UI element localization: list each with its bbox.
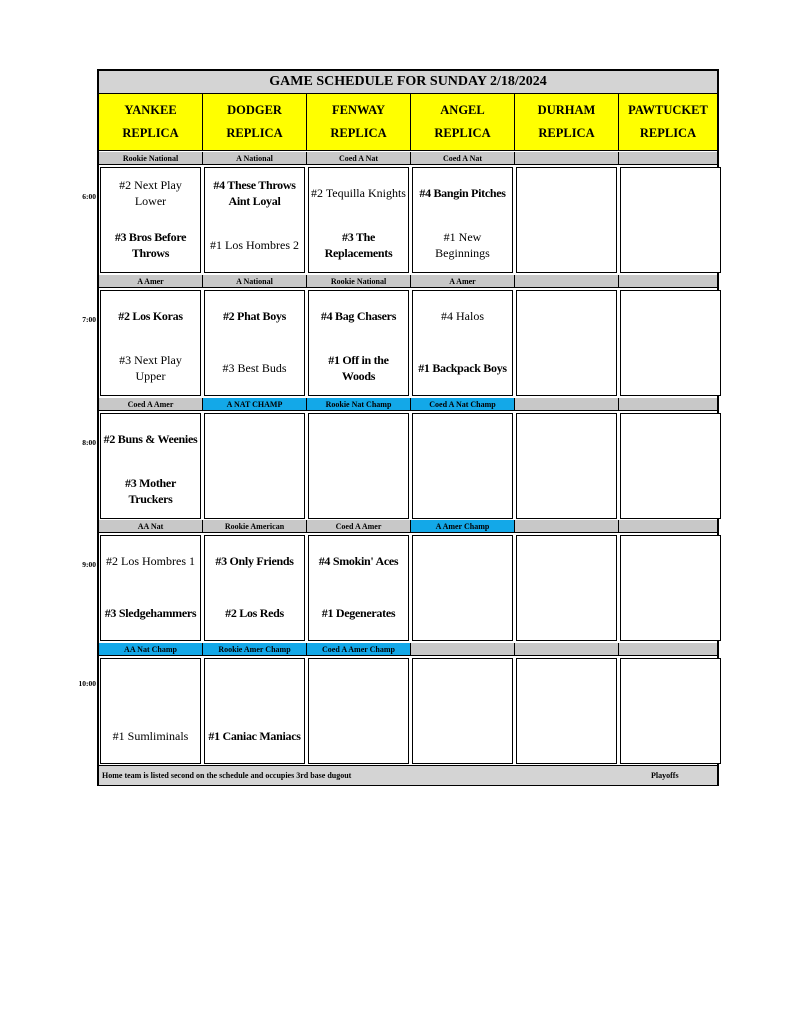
team-home [415,719,510,753]
team-away: #2 Next Play Lower [119,178,182,208]
division-label [619,520,717,533]
team-home: #3 Next Play Upper [119,353,182,383]
field-sub: REPLICA [434,126,491,140]
division-label: Rookie National [99,152,203,165]
team-home: #3 Best Buds [222,361,287,375]
game-cell [516,658,617,764]
team-away [415,667,510,701]
game-cell [308,535,409,641]
game-cell [100,658,201,764]
team-home: #1 New Beginnings [435,230,490,260]
team-away [311,422,406,456]
game-cell [516,535,617,641]
division-label [619,398,717,411]
game-cell [100,413,201,519]
game-cell [308,658,409,764]
field-sub: REPLICA [226,126,283,140]
game-cell [204,413,305,519]
field-header-durham [515,94,619,151]
game-cell [204,167,305,273]
division-label: A National [203,152,307,165]
game-cell [620,535,721,641]
team-home: #1 Backpack Boys [418,361,507,375]
team-away: #2 Phat Boys [222,309,287,323]
division-label [515,520,619,533]
team-away: #2 Los Koras [118,309,183,323]
team-away [519,176,614,210]
schedule-title: GAME SCHEDULE FOR SUNDAY 2/18/2024 [99,71,717,94]
division-label: A NAT CHAMP [203,398,307,411]
division-label [515,643,619,656]
team-home [623,596,718,630]
game-cell [308,167,409,273]
division-label [411,643,515,656]
team-home [519,228,614,262]
team-away [623,176,718,210]
game-cell [620,413,721,519]
game-cell [412,413,513,519]
division-label: Rookie Nat Champ [307,398,411,411]
game-cell [412,535,513,641]
division-label: A National [203,275,307,288]
team-away: #3 Only Friends [215,554,294,568]
team-home: #3 Bros Before Throws [114,230,187,260]
game-cell [516,413,617,519]
team-away: #2 Tequilla Knights [311,186,406,200]
game-cell [100,290,201,396]
team-home [311,474,406,508]
game-cell [204,658,305,764]
team-away: #4 Smokin' Aces [318,554,399,568]
team-home: #3 Sledgehammers [104,606,197,620]
field-header-dodger [203,94,307,151]
team-home: #2 Los Reds [225,606,284,620]
field-sub: REPLICA [639,126,697,140]
field-sub: REPLICA [330,126,387,140]
game-cell [620,290,721,396]
division-label [619,275,717,288]
field-header-fenway [307,94,411,151]
team-away: #4 Bangin Pitches [419,186,506,200]
team-away [207,667,302,701]
team-away: #4 These Throws Aint Loyal [213,178,296,208]
game-cell [516,167,617,273]
team-home [623,228,718,262]
team-home [623,719,718,753]
game-cell [620,167,721,273]
team-away [415,422,510,456]
team-home [519,351,614,385]
game-cell [308,413,409,519]
time-label: 6:00 [82,192,96,201]
team-home: #1 Degenerates [321,606,396,620]
division-label: Coed A Nat [307,152,411,165]
time-label: 7:00 [82,315,96,324]
field-name: ANGEL [440,103,485,117]
division-label: AA Nat [99,520,203,533]
time-label: 8:00 [82,438,96,447]
division-label: Rookie Amer Champ [203,643,307,656]
game-cell [100,167,201,273]
division-label [515,275,619,288]
division-label: Coed A Nat [411,152,515,165]
team-home [623,474,718,508]
game-cell [516,290,617,396]
team-away: #4 Halos [441,309,484,323]
team-home [311,719,406,753]
playoffs-label: Playoffs [651,771,679,780]
division-label: Coed A Amer Champ [307,643,411,656]
field-sub: REPLICA [122,126,179,140]
division-label: Coed A Amer [99,398,203,411]
game-cell [204,290,305,396]
team-away [415,544,510,578]
game-cell [100,535,201,641]
home-team-note: Home team is listed second on the schedule and occupies 3rd base dugout [102,771,352,780]
division-label: AA Nat Champ [99,643,203,656]
team-away: #2 Los Hombres 1 [106,554,195,568]
team-away: #2 Buns & Weenies [103,432,198,446]
team-away [519,544,614,578]
game-cell [412,167,513,273]
team-home: #1 Caniac Maniacs [208,729,301,743]
division-label: A Amer [411,275,515,288]
time-label: 9:00 [82,560,96,569]
team-home [415,474,510,508]
game-cell [620,658,721,764]
division-label: Coed A Amer [307,520,411,533]
team-home: #3 Mother Truckers [125,476,176,506]
team-away [311,667,406,701]
field-name: PAWTUCKET [628,103,708,117]
team-home [623,351,718,385]
field-name: DODGER [227,103,282,117]
team-away: #4 Bag Chasers [320,309,397,323]
schedule-sheet [97,69,719,786]
field-name: YANKEE [124,103,177,117]
team-away [519,667,614,701]
team-home [519,474,614,508]
team-away [103,667,198,701]
division-label: A Amer [99,275,203,288]
division-label [515,398,619,411]
division-label: Coed A Nat Champ [411,398,515,411]
team-home [415,596,510,630]
division-label: Rookie National [307,275,411,288]
field-sub: REPLICA [538,126,595,140]
team-away [623,667,718,701]
division-label [515,152,619,165]
team-home [519,719,614,753]
team-away [519,422,614,456]
game-cell [412,658,513,764]
field-header-pawtucket [619,94,717,151]
team-home [207,474,302,508]
game-cell [204,535,305,641]
team-home [519,596,614,630]
footer-bar [99,765,717,785]
team-away [519,299,614,333]
team-home: #3 The Replacements [324,230,393,260]
field-header-angel [411,94,515,151]
team-home: #1 Off in the Woods [328,353,389,383]
field-header-yankee [99,94,203,151]
team-away [623,422,718,456]
division-label [619,152,717,165]
team-home: #1 Sumliminals [112,729,189,743]
game-cell [308,290,409,396]
field-name: DURHAM [537,103,596,117]
team-away [207,422,302,456]
division-label [619,643,717,656]
game-cell [412,290,513,396]
team-away [623,299,718,333]
field-name: FENWAY [331,103,386,117]
division-label: Rookie American [203,520,307,533]
team-away [623,544,718,578]
time-label: 10:00 [78,679,96,688]
division-label: A Amer Champ [411,520,515,533]
team-home: #1 Los Hombres 2 [210,238,299,252]
